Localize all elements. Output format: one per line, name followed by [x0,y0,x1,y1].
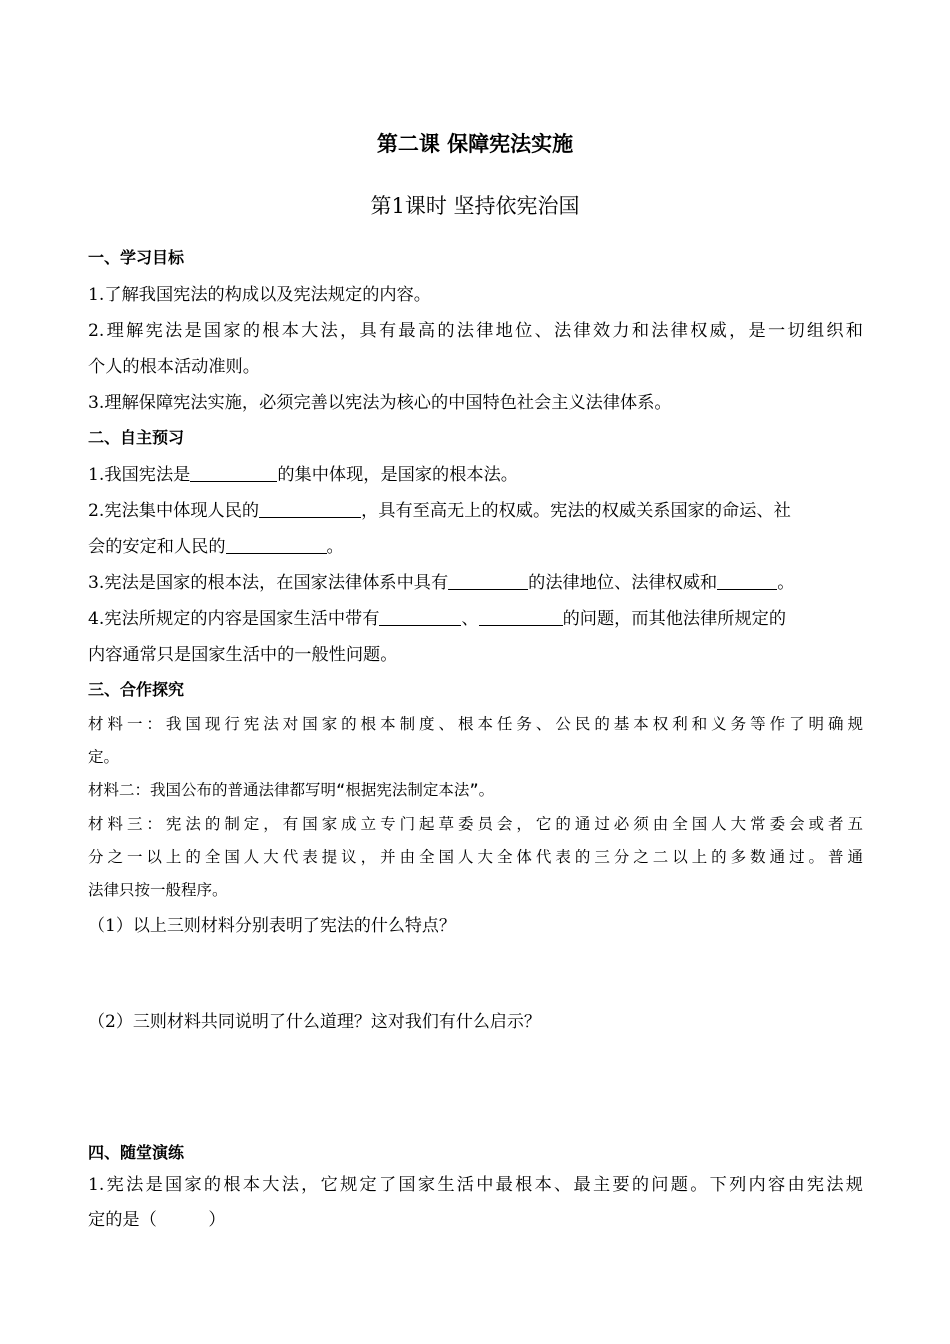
objective-1: 1.了解我国宪法的构成以及宪法规定的内容。 [88,285,431,305]
period-title: 第1课时 坚持依宪治国 [370,194,580,218]
q4-blank-2[interactable] [479,607,563,626]
section-heading-inquiry: 三、合作探究 [88,680,185,699]
preview-question-2-line-1 [88,496,863,521]
section-heading-preview: 二、自主预习 [88,428,185,447]
objective-3: 3.理解保障宪法实施，必须完善以宪法为核心的中国特色社会主义法律体系。 [88,393,672,413]
q4-text-b: 、 [461,609,479,629]
exercise-1-line-1: 1.宪法是国家的根本大法，它规定了国家生活中最根本、最主要的问题。下列内容由宪法规 [88,1175,863,1195]
material-3-line-1: 材料三：宪法的制定，有国家成立专门起草委员会，它的通过必须由全国人大常委会或者五 [88,815,863,833]
preview-question-1 [88,460,863,485]
q2-text-d: 。 [326,537,344,557]
material-2: 材料二：我国公布的普通法律都写明“根据宪法制定本法”。 [88,781,495,799]
q3-blank-2[interactable] [717,571,777,590]
q3-text-a: 3.宪法是国家的根本法，在国家法律体系中具有 [88,573,449,593]
material-1-line-2: 定。 [88,748,120,766]
q2-text-b: ，具有至高无上的权威。宪法的权威关系国家的命运、社 [361,501,791,521]
q3-blank-1[interactable] [448,571,528,590]
preview-question-3 [88,568,863,593]
q1-text-b: 的集中体现，是国家的根本法。 [277,465,518,485]
lesson-title: 第二课 保障宪法实施 [376,131,574,156]
q2-text-c: 会的安定和人民的 [88,537,226,557]
q4-blank-1[interactable] [379,607,461,626]
material-3-line-2: 分之一以上的全国人大代表提议，并由全国人大全体代表的三分之二以上的多数通过。普通 [88,848,863,866]
q2-blank-1[interactable] [259,499,361,518]
material-1-line-1: 材料一：我国现行宪法对国家的根本制度、根本任务、公民的基本权利和义务等作了明确规 [88,715,863,733]
preview-question-4-line-1 [88,604,863,629]
q3-text-c: 。 [777,573,795,593]
inquiry-question-2: （2）三则材料共同说明了什么道理？这对我们有什么启示？ [88,1012,541,1032]
material-3-line-3: 法律只按一般程序。 [88,881,228,899]
objective-2-line-2: 个人的根本活动准则。 [88,357,260,377]
q1-text-a: 1.我国宪法是 [88,465,191,485]
section-heading-objectives: 一、学习目标 [88,248,185,267]
q4-text-a: 4.宪法所规定的内容是国家生活中带有 [88,609,380,629]
q3-text-b: 的法律地位、法律权威和 [528,573,718,593]
q4-text-c: 的问题，而其他法律所规定的 [562,609,787,629]
q2-blank-2[interactable] [226,535,327,554]
preview-question-2-line-2 [88,532,863,557]
section-heading-practice: 四、随堂演练 [88,1143,185,1162]
preview-question-4-line-2: 内容通常只是国家生活中的一般性问题。 [88,645,398,665]
objective-2-line-1: 2.理解宪法是国家的根本大法，具有最高的法律地位、法律效力和法律权威，是一切组织和 [88,321,863,341]
exercise-1-line-2: 定的是（ ） [88,1210,226,1230]
q1-blank[interactable] [190,463,277,482]
inquiry-question-1: （1）以上三则材料分别表明了宪法的什么特点？ [88,916,456,936]
q2-text-a: 2.宪法集中体现人民的 [88,501,260,521]
